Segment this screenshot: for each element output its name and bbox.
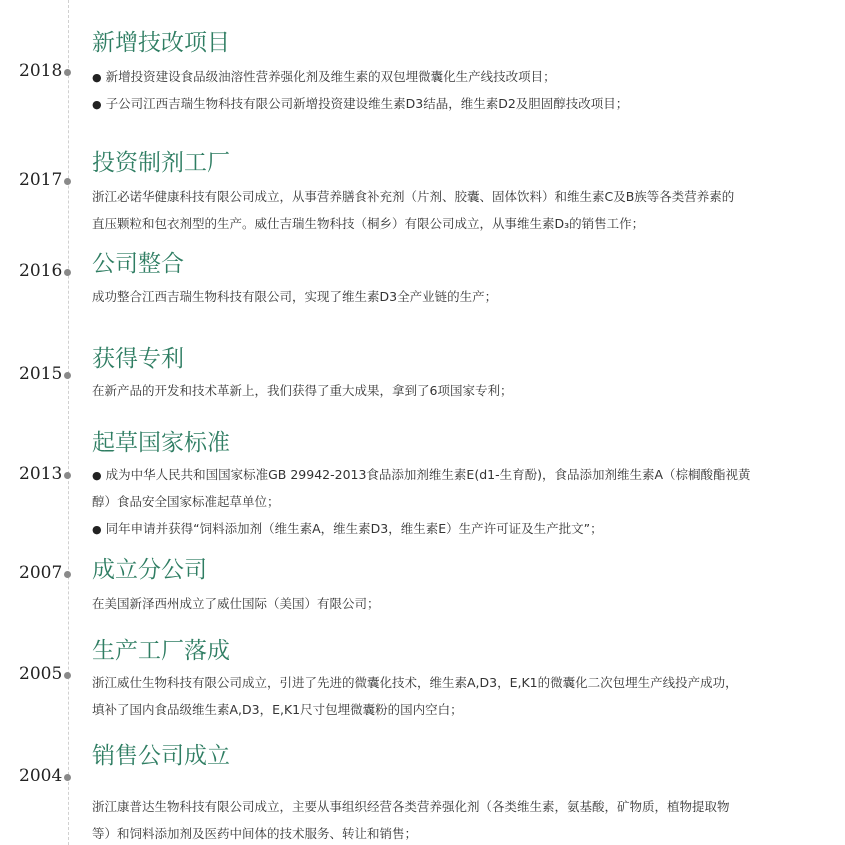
- milestone-line: ● 新增投资建设食品级油溶性营养强化剂及维生素的双包埋微囊化生产线技改项目；: [92, 69, 556, 84]
- year-label: 2007: [19, 563, 63, 583]
- year-label: 2013: [19, 464, 63, 484]
- bullet-icon: ●: [92, 523, 102, 536]
- milestone-title: 获得专利: [92, 346, 184, 372]
- milestone-line: 成功整合江西吉瑞生物科技有限公司，实现了维生素D3全产业链的生产；: [92, 289, 498, 304]
- year-label: 2018: [19, 61, 63, 81]
- year-label: 2004: [19, 766, 63, 786]
- milestone-line: 醇）食品安全国家标准起草单位；: [92, 494, 280, 509]
- timeline-dot: [64, 472, 71, 479]
- milestone-line: 填补了国内食品级维生素A,D3，E,K1尺寸包埋微囊粉的国内空白；: [92, 702, 463, 717]
- milestone-line: 直压颗粒和包衣剂型的生产。威仕吉瑞生物科技（桐乡）有限公司成立，从事维生素D₃的销售工作；: [92, 216, 645, 231]
- milestone-line: 等）和饲料添加剂及医药中间体的技术服务、转让和销售；: [92, 826, 418, 841]
- timeline-dot: [64, 571, 71, 578]
- milestone-title: 公司整合: [92, 251, 184, 277]
- milestone-line: 浙江威仕生物科技有限公司成立，引进了先进的微囊化技术，维生素A,D3，E,K1的微囊化二次包埋生产线投产成功，: [92, 675, 738, 690]
- bullet-icon: ●: [92, 71, 102, 84]
- timeline-dot: [64, 269, 71, 276]
- milestone-title: 成立分公司: [92, 557, 207, 583]
- year-label: 2015: [19, 364, 63, 384]
- timeline-dot: [64, 672, 71, 679]
- milestone-title: 销售公司成立: [92, 743, 230, 769]
- timeline-dot: [64, 178, 71, 185]
- milestone-line: 在美国新泽西州成立了威仕国际（美国）有限公司；: [92, 596, 380, 611]
- milestone-line: ● 子公司江西吉瑞生物科技有限公司新增投资建设维生素D3结晶，维生素D2及胆固醇技改项目；: [92, 96, 629, 111]
- timeline-dot: [64, 372, 71, 379]
- timeline-dot: [64, 69, 71, 76]
- year-label: 2016: [19, 261, 63, 281]
- year-label: 2005: [19, 664, 63, 684]
- milestone-line: ● 同年申请并获得“饲料添加剂（维生素A，维生素D3，维生素E）生产许可证及生产批文”；: [92, 521, 603, 536]
- milestone-title: 起草国家标准: [92, 430, 230, 456]
- milestone-line: 浙江必诺华健康科技有限公司成立，从事营养膳食补充剂（片剂、胶囊、固体饮料）和维生素C及B族等各类营养素的: [92, 189, 735, 204]
- milestone-line: 在新产品的开发和技术革新上，我们获得了重大成果，拿到了6项国家专利；: [92, 383, 513, 398]
- bullet-icon: ●: [92, 469, 102, 482]
- milestone-title: 新增技改项目: [92, 30, 230, 56]
- bullet-icon: ●: [92, 98, 102, 111]
- milestone-line: ● 成为中华人民共和国国家标准GB 29942-2013食品添加剂维生素E(d1-生育酚)，食品添加剂维生素A（棕榈酸酯视黄: [92, 467, 751, 482]
- timeline-dot: [64, 774, 71, 781]
- milestone-line: 浙江康普达生物科技有限公司成立，主要从事组织经营各类营养强化剂（各类维生素，氨基酸，矿物质，植物提取物: [92, 799, 730, 814]
- year-label: 2017: [19, 170, 63, 190]
- timeline-line: [68, 0, 69, 845]
- milestone-title: 投资制剂工厂: [92, 150, 230, 176]
- milestone-title: 生产工厂落成: [92, 638, 230, 664]
